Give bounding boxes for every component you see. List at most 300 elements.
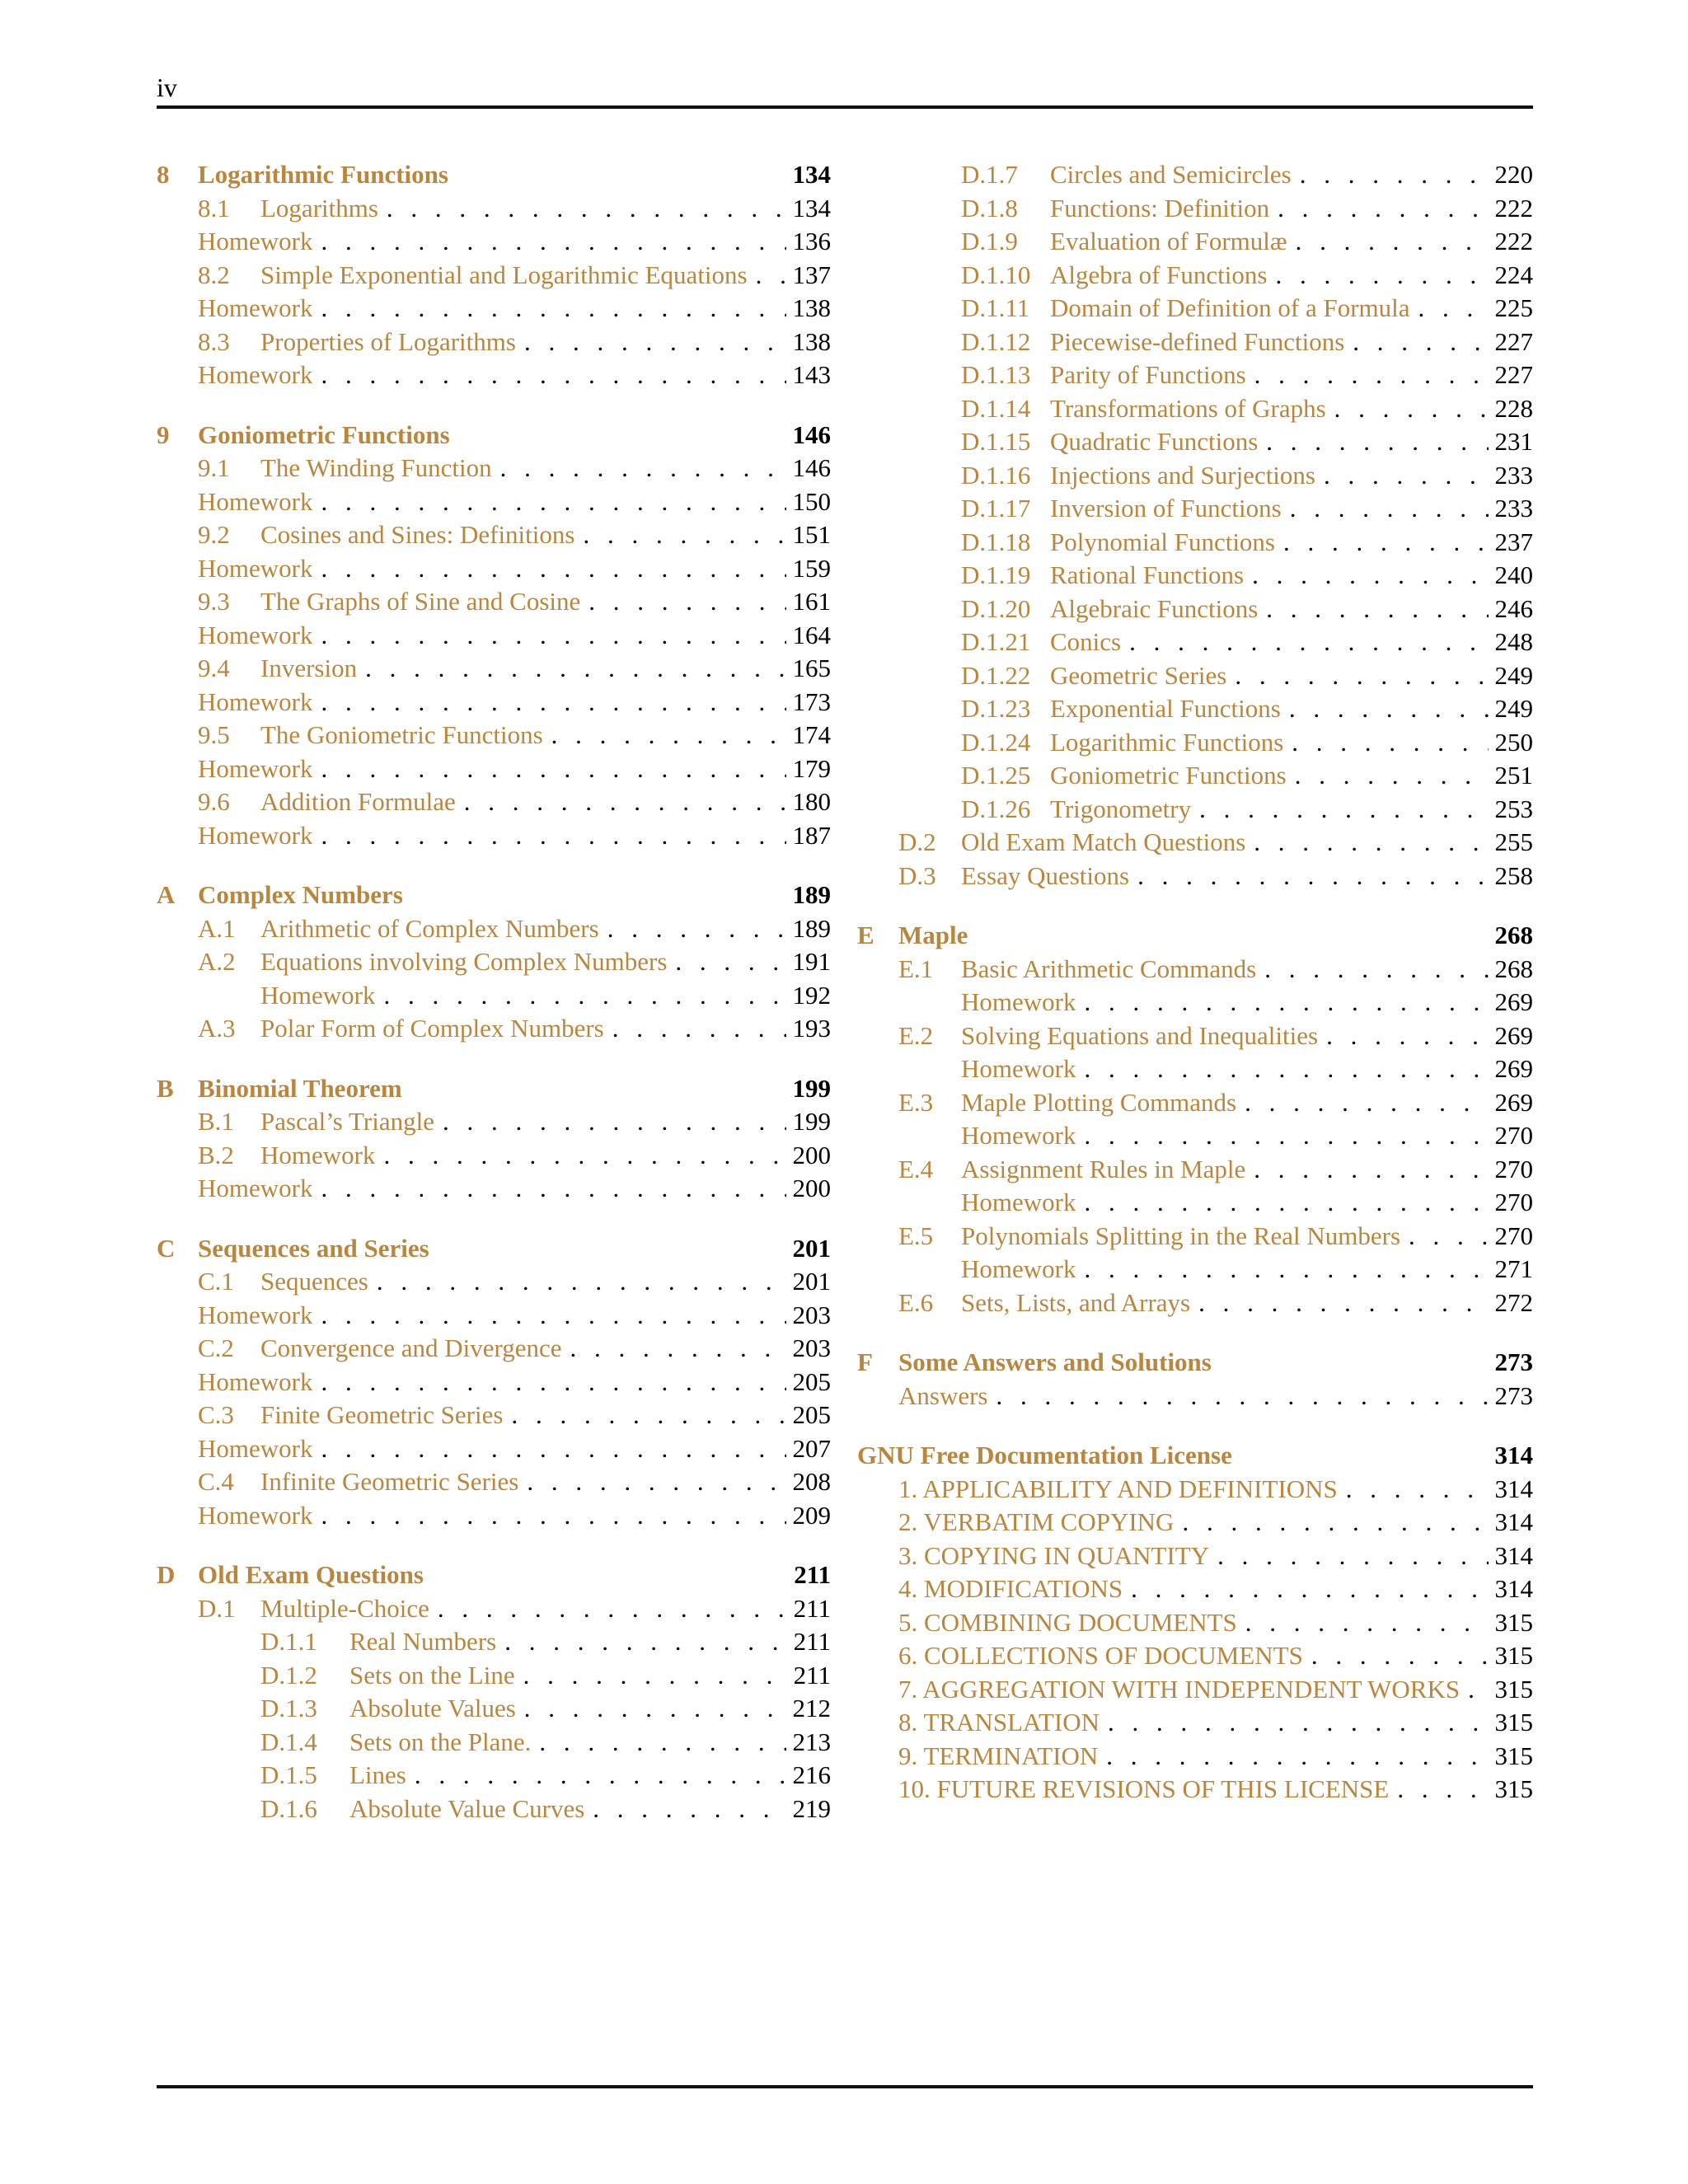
toc-entry-page: 192	[792, 980, 831, 1010]
toc-entry-number: E.5	[898, 1221, 934, 1250]
toc-entry-number: 9.1	[198, 453, 230, 482]
toc-entry-title: Infinite Geometric Series	[260, 1467, 519, 1496]
toc-entry-title: Inversion	[260, 654, 358, 682]
toc-chapter-entry[interactable]	[857, 919, 1533, 953]
toc-entry-page: 315	[1494, 1774, 1533, 1803]
toc-entry-number: D.1.21	[961, 627, 1031, 656]
toc-section-entry[interactable]	[157, 259, 831, 293]
toc-entry-page: 187	[792, 820, 831, 850]
toc-entry-number: D.1.24	[961, 727, 1031, 757]
toc-dot-leader	[1232, 1439, 1489, 1473]
toc-dot-leader	[312, 292, 786, 326]
toc-dot-leader	[429, 1592, 786, 1626]
toc-dot-leader	[562, 1332, 786, 1366]
toc-entry-number: D.1.14	[961, 393, 1031, 423]
toc-dot-leader	[531, 1726, 786, 1760]
toc-dot-leader	[1326, 392, 1489, 426]
toc-entry-title: Logarithmic Functions	[1050, 727, 1284, 757]
toc-dot-leader	[1190, 1286, 1489, 1320]
toc-entry-page: 161	[792, 587, 831, 616]
toc-entry-title: Polynomials Splitting in the Real Numbers	[961, 1221, 1401, 1250]
toc-entry-number: D.1.19	[961, 560, 1031, 589]
toc-dot-leader	[1226, 659, 1489, 693]
toc-dot-leader	[1287, 225, 1489, 259]
toc-entry-page: 173	[792, 687, 831, 716]
toc-entry-page: 227	[1494, 326, 1533, 356]
toc-dot-leader	[1303, 1639, 1489, 1673]
toc-entry-title: GNU Free Documentation License	[857, 1441, 1232, 1469]
toc-subsection-entry[interactable]	[157, 1793, 831, 1826]
toc-section-entry[interactable]	[857, 953, 1533, 987]
toc-entry-title: Piecewise-defined Functions	[1050, 326, 1345, 356]
toc-dot-leader	[1076, 1052, 1489, 1086]
toc-entry-number: 9.5	[198, 720, 230, 749]
toc-subsection-entry[interactable]	[857, 659, 1533, 693]
toc-entry-number: D.1.12	[961, 326, 1031, 356]
toc-entry-title: Properties of Logarithms	[260, 326, 516, 356]
toc-subsection-entry[interactable]	[857, 759, 1533, 793]
toc-entry-page: 134	[792, 160, 831, 189]
toc-section-entry[interactable]	[157, 945, 831, 979]
toc-entry-title: Algebra of Functions	[1050, 260, 1268, 289]
toc-entry-number: E.6	[898, 1287, 934, 1317]
toc-subsection-entry[interactable]	[157, 1692, 831, 1726]
toc-homework-entry[interactable]	[157, 686, 831, 719]
toc-entry-number: D.1.15	[961, 427, 1031, 456]
toc-entry-page: 222	[1494, 227, 1533, 255]
toc-dot-leader	[1275, 526, 1489, 560]
toc-entry-page: 143	[792, 360, 831, 389]
toc-entry-page: 201	[792, 1233, 831, 1263]
toc-entry-title: Lines	[349, 1760, 406, 1789]
toc-dot-leader	[1389, 1773, 1489, 1807]
toc-entry-title: Assignment Rules in Maple	[961, 1154, 1246, 1183]
toc-homework-entry[interactable]	[157, 619, 831, 653]
toc-subsection-entry[interactable]	[857, 559, 1533, 593]
toc-dot-leader	[1123, 1572, 1489, 1606]
toc-entry-page: 269	[1494, 987, 1533, 1016]
toc-homework-entry[interactable]	[857, 1572, 1533, 1606]
toc-entry-title: Sequences	[260, 1267, 368, 1296]
toc-dot-leader	[1121, 626, 1489, 659]
toc-entry-page: 314	[1494, 1574, 1533, 1603]
toc-section-entry[interactable]	[157, 326, 831, 359]
toc-entry-number: D.1.1	[260, 1627, 317, 1656]
toc-entry-number: B.1	[198, 1107, 234, 1136]
toc-dot-leader	[599, 912, 786, 946]
toc-entry-page: 270	[1494, 1154, 1533, 1183]
toc-section-entry[interactable]	[157, 1399, 831, 1432]
toc-dot-leader	[584, 1793, 786, 1826]
toc-entry-title: Logarithms	[260, 193, 378, 223]
toc-subsection-entry[interactable]	[857, 392, 1533, 426]
toc-entry-page: 225	[1494, 293, 1533, 322]
toc-entry-number: A.3	[198, 1014, 236, 1043]
toc-dot-leader	[403, 879, 786, 912]
toc-subsection-entry[interactable]	[857, 626, 1533, 659]
toc-entry-page: 250	[1494, 727, 1533, 757]
toc-section-entry[interactable]	[157, 1332, 831, 1366]
toc-subsection-entry[interactable]	[857, 326, 1533, 359]
toc-entry-title: Circles and Semicircles	[1050, 160, 1292, 189]
toc-entry-page: 228	[1494, 393, 1533, 423]
toc-entry-page: 240	[1494, 560, 1533, 589]
toc-dot-leader	[312, 225, 786, 259]
toc-section-entry[interactable]	[857, 1086, 1533, 1120]
toc-entry-page: 208	[792, 1467, 831, 1496]
toc-chapter-entry[interactable]	[857, 1346, 1533, 1380]
toc-entry-title: Homework	[198, 360, 313, 389]
toc-section-entry[interactable]	[157, 912, 831, 946]
toc-section-entry[interactable]	[857, 826, 1533, 860]
toc-section-entry[interactable]	[857, 860, 1533, 893]
toc-entry-page: 211	[793, 1660, 831, 1690]
toc-entry-title: 9. TERMINATION	[898, 1741, 1099, 1770]
toc-entry-page: 146	[792, 419, 831, 449]
toc-entry-number: D.1.13	[961, 360, 1031, 389]
toc-homework-entry[interactable]	[857, 1119, 1533, 1153]
toc-entry-title: Polynomial Functions	[1050, 527, 1275, 556]
toc-entry-title: Sets, Lists, and Arrays	[961, 1287, 1191, 1317]
toc-homework-entry[interactable]	[857, 1052, 1533, 1086]
toc-dot-leader	[375, 979, 786, 1013]
toc-entry-page: 205	[792, 1366, 831, 1396]
toc-chapter-entry[interactable]	[157, 1232, 831, 1266]
toc-section-entry[interactable]	[157, 1265, 831, 1299]
toc-entry-title: 3. COPYING IN QUANTITY	[898, 1540, 1210, 1570]
toc-entry-number: D.1.7	[961, 160, 1018, 189]
toc-chapter-entry[interactable]	[157, 879, 831, 912]
toc-entry-page: 211	[794, 1560, 831, 1589]
toc-entry-title: Homework	[198, 820, 313, 850]
toc-subsection-entry[interactable]	[857, 359, 1533, 392]
toc-entry-page: 138	[792, 293, 831, 322]
toc-entry-title: 1. APPLICABILITY AND DEFINITIONS	[898, 1474, 1338, 1503]
toc-dot-leader	[1244, 559, 1489, 593]
toc-section-entry[interactable]	[157, 719, 831, 752]
toc-subsection-entry[interactable]	[157, 1726, 831, 1760]
toc-entry-title: The Graphs of Sine and Cosine	[260, 587, 581, 616]
toc-entry-page: 165	[792, 654, 831, 682]
toc-section-entry[interactable]	[157, 192, 831, 226]
toc-subsection-entry[interactable]	[157, 1625, 831, 1659]
toc-entry-page: 269	[1494, 1020, 1533, 1050]
toc-dot-leader	[1315, 459, 1489, 493]
toc-chapter-entry[interactable]	[157, 1072, 831, 1106]
toc-entry-number: B	[157, 1073, 174, 1103]
toc-section-entry[interactable]	[857, 1019, 1533, 1053]
toc-dot-leader	[667, 945, 786, 979]
toc-entry-title: Logarithmic Functions	[198, 160, 448, 189]
toc-dot-leader	[312, 1366, 786, 1399]
toc-entry-page: 269	[1494, 1054, 1533, 1083]
toc-entry-title: Answers	[898, 1380, 988, 1410]
toc-homework-entry[interactable]	[857, 1740, 1533, 1774]
toc-dot-leader	[748, 259, 786, 293]
toc-section-entry[interactable]	[157, 1012, 831, 1046]
toc-entry-page: 251	[1494, 761, 1533, 790]
toc-entry-title: Real Numbers	[349, 1627, 497, 1656]
toc-entry-number: D.1.22	[961, 660, 1031, 690]
toc-entry-number: D.1.17	[961, 494, 1031, 523]
toc-subsection-entry[interactable]	[857, 259, 1533, 293]
toc-entry-page: 199	[792, 1073, 831, 1103]
toc-entry-number: 8	[157, 160, 170, 189]
toc-entry-page: 220	[1494, 160, 1533, 189]
toc-entry-page: 200	[792, 1174, 831, 1202]
toc-homework-entry[interactable]	[157, 359, 831, 392]
toc-dot-leader	[357, 652, 786, 686]
toc-entry-number: D.1.26	[961, 794, 1031, 823]
toc-section-entry[interactable]	[857, 1153, 1533, 1187]
toc-dot-leader	[312, 485, 786, 519]
toc-dot-leader	[1400, 1220, 1489, 1254]
toc-dot-leader	[1236, 1086, 1489, 1120]
toc-entry-page: 180	[792, 787, 831, 816]
toc-subsection-entry[interactable]	[857, 492, 1533, 526]
toc-dot-leader	[1076, 986, 1489, 1019]
toc-homework-entry[interactable]	[857, 1473, 1533, 1507]
toc-entry-title: 4. MODIFICATIONS	[898, 1574, 1123, 1603]
toc-dot-leader	[1191, 793, 1489, 827]
toc-entry-page: 270	[1494, 1121, 1533, 1150]
toc-homework-entry[interactable]	[157, 485, 831, 519]
toc-homework-entry[interactable]	[157, 979, 831, 1013]
toc-entry-title: Homework	[198, 486, 313, 516]
toc-entry-page: 134	[792, 193, 831, 223]
toc-entry-title: Absolute Value Curves	[349, 1793, 585, 1823]
toc-homework-entry[interactable]	[857, 1706, 1533, 1740]
toc-entry-page: 246	[1494, 593, 1533, 623]
toc-entry-title: Quadratic Functions	[1050, 427, 1259, 456]
toc-dot-leader	[402, 1072, 786, 1106]
toc-entry-page: 211	[793, 1593, 831, 1623]
toc-homework-entry[interactable]	[157, 1499, 831, 1533]
toc-dot-leader	[312, 359, 786, 392]
toc-subsection-entry[interactable]	[857, 726, 1533, 760]
toc-dot-leader	[1076, 1253, 1489, 1286]
toc-entry-number: 9.3	[198, 587, 230, 616]
toc-dot-leader	[1209, 1540, 1489, 1573]
toc-homework-entry[interactable]	[857, 1380, 1533, 1413]
toc-entry-number: E.4	[898, 1154, 934, 1183]
toc-entry-title: Homework	[198, 1300, 313, 1329]
toc-section-entry[interactable]	[157, 652, 831, 686]
toc-entry-title: Homework	[961, 1054, 1076, 1083]
toc-dot-leader	[450, 419, 786, 452]
toc-entry-page: 211	[793, 1627, 831, 1656]
toc-entry-title: Addition Formulae	[260, 787, 456, 816]
toc-subsection-entry[interactable]	[857, 425, 1533, 459]
toc-entry-page: 315	[1494, 1674, 1533, 1704]
toc-homework-entry[interactable]	[857, 986, 1533, 1019]
toc-entry-page: 315	[1494, 1741, 1533, 1770]
toc-entry-number: D.1.18	[961, 527, 1031, 556]
toc-homework-entry[interactable]	[857, 1606, 1533, 1640]
toc-chapter-entry[interactable]	[157, 1558, 831, 1592]
toc-entry-title: 2. VERBATIM COPYING	[898, 1507, 1175, 1536]
toc-chapter-entry[interactable]	[857, 1439, 1533, 1473]
toc-entry-page: 146	[792, 453, 831, 482]
toc-dot-leader	[1245, 1153, 1489, 1187]
toc-entry-number: D.1.3	[260, 1694, 317, 1722]
toc-entry-page: 174	[792, 720, 831, 749]
toc-dot-leader	[574, 518, 786, 552]
toc-homework-entry[interactable]	[157, 1299, 831, 1333]
toc-entry-page: 209	[792, 1500, 831, 1530]
toc-entry-number: A	[157, 880, 176, 909]
toc-entry-page: 212	[792, 1694, 831, 1722]
toc-section-entry[interactable]	[857, 1220, 1533, 1254]
footer-rule	[157, 2085, 1533, 2088]
toc-dot-leader	[1212, 1346, 1489, 1380]
toc-entry-page: 269	[1494, 1087, 1533, 1117]
toc-subsection-entry[interactable]	[857, 526, 1533, 560]
toc-dot-leader	[1292, 158, 1489, 192]
toc-dot-leader	[448, 158, 786, 192]
toc-entry-title: Trigonometry	[1050, 794, 1192, 823]
toc-section-entry[interactable]	[157, 1105, 831, 1139]
toc-dot-leader	[1258, 593, 1489, 626]
toc-entry-number: A.1	[198, 913, 236, 943]
toc-dot-leader	[312, 1299, 786, 1333]
toc-dot-leader	[1174, 1506, 1489, 1540]
toc-homework-entry[interactable]	[157, 1172, 831, 1206]
toc-entry-page: 314	[1494, 1474, 1533, 1503]
toc-chapter-entry[interactable]	[157, 158, 831, 192]
toc-entry-title: Conics	[1050, 627, 1122, 656]
toc-section-entry[interactable]	[157, 1139, 831, 1173]
toc-dot-leader	[543, 719, 786, 752]
toc-entry-page: 136	[792, 227, 831, 255]
toc-subsection-entry[interactable]	[857, 692, 1533, 726]
toc-entry-number: E.1	[898, 954, 934, 983]
toc-homework-entry[interactable]	[857, 1186, 1533, 1220]
toc-entry-title: Goniometric Functions	[198, 419, 450, 449]
toc-section-entry[interactable]	[157, 1592, 831, 1626]
toc-dot-leader	[1281, 692, 1489, 726]
toc-dot-leader	[968, 919, 1489, 953]
toc-dot-leader	[1410, 292, 1489, 326]
toc-entry-number: C.2	[198, 1333, 234, 1362]
toc-entry-page: 271	[1494, 1254, 1533, 1283]
toc-subsection-entry[interactable]	[857, 459, 1533, 493]
toc-entry-page: 189	[792, 913, 831, 943]
toc-section-entry[interactable]	[157, 585, 831, 619]
toc-entry-title: Homework	[961, 987, 1076, 1016]
toc-entry-number: 8.2	[198, 260, 230, 289]
toc-section-entry[interactable]	[157, 1465, 831, 1499]
toc-homework-entry[interactable]	[157, 552, 831, 586]
toc-dot-leader	[378, 192, 786, 226]
toc-homework-entry[interactable]	[157, 752, 831, 786]
toc-dot-leader	[1338, 1473, 1489, 1507]
toc-entry-title: Complex Numbers	[198, 880, 403, 909]
toc-entry-number: D	[157, 1560, 176, 1589]
toc-entry-page: 222	[1494, 193, 1533, 223]
toc-entry-page: 164	[792, 620, 831, 649]
toc-entry-page: 273	[1494, 1380, 1533, 1410]
toc-entry-title: Basic Arithmetic Commands	[961, 954, 1257, 983]
toc-subsection-entry[interactable]	[857, 158, 1533, 192]
toc-entry-number: E	[857, 921, 874, 949]
toc-dot-leader	[1283, 726, 1489, 760]
toc-entry-title: Cosines and Sines: Definitions	[260, 520, 575, 549]
toc-entry-number: C.4	[198, 1467, 234, 1496]
toc-dot-leader	[1269, 192, 1489, 226]
toc-entry-title: Homework	[198, 1366, 313, 1396]
toc-subsection-entry[interactable]	[857, 225, 1533, 259]
toc-section-entry[interactable]	[157, 785, 831, 819]
toc-homework-entry[interactable]	[857, 1773, 1533, 1807]
toc-subsection-entry[interactable]	[157, 1659, 831, 1693]
toc-section-entry[interactable]	[857, 1286, 1533, 1320]
toc-entry-number: 9.4	[198, 654, 230, 682]
toc-dot-leader	[1287, 759, 1489, 793]
toc-entry-page: 270	[1494, 1188, 1533, 1216]
toc-section-entry[interactable]	[157, 452, 831, 485]
toc-homework-entry[interactable]	[857, 1253, 1533, 1286]
toc-homework-entry[interactable]	[157, 819, 831, 853]
toc-entry-number: C.3	[198, 1400, 234, 1429]
toc-entry-number: 9.6	[198, 787, 230, 816]
toc-entry-title: The Goniometric Functions	[260, 720, 543, 749]
toc-chapter-entry[interactable]	[157, 419, 831, 452]
toc-entry-title: Exponential Functions	[1050, 694, 1281, 723]
toc-entry-title: Homework	[260, 1140, 376, 1169]
toc-entry-title: Multiple-Choice	[260, 1593, 429, 1623]
toc-subsection-entry[interactable]	[857, 793, 1533, 827]
toc-homework-entry[interactable]	[857, 1673, 1533, 1707]
toc-dot-leader	[1245, 826, 1489, 860]
toc-subsection-entry[interactable]	[157, 1759, 831, 1793]
toc-entry-page: 273	[1494, 1347, 1533, 1376]
toc-homework-entry[interactable]	[857, 1540, 1533, 1573]
toc-subsection-entry[interactable]	[857, 593, 1533, 626]
toc-entry-page: 137	[792, 260, 831, 289]
toc-entry-title: Homework	[198, 293, 313, 322]
toc-homework-entry[interactable]	[857, 1506, 1533, 1540]
toc-entry-number: 8.3	[198, 326, 230, 356]
toc-dot-leader	[518, 1465, 786, 1499]
toc-dot-leader	[496, 1625, 786, 1659]
toc-entry-number: E.3	[898, 1087, 934, 1117]
toc-entry-number: D.1.9	[961, 227, 1018, 255]
toc-entry-number: 9	[157, 419, 170, 449]
toc-entry-number: A.2	[198, 947, 236, 976]
toc-subsection-entry[interactable]	[857, 192, 1533, 226]
toc-dot-leader	[368, 1265, 786, 1299]
toc-section-entry[interactable]	[157, 518, 831, 552]
toc-homework-entry[interactable]	[157, 225, 831, 259]
toc-dot-leader	[424, 1558, 786, 1592]
toc-entry-title: Evaluation of Formulæ	[1050, 227, 1287, 255]
toc-homework-entry[interactable]	[157, 292, 831, 326]
toc-entry-title: Convergence and Divergence	[260, 1333, 562, 1362]
toc-homework-entry[interactable]	[857, 1639, 1533, 1673]
toc-dot-leader	[312, 752, 786, 786]
toc-entry-page: 237	[1494, 527, 1533, 556]
toc-right-column	[857, 158, 1533, 1807]
toc-dot-leader	[312, 1432, 786, 1466]
toc-homework-entry[interactable]	[157, 1432, 831, 1466]
toc-dot-leader	[1256, 953, 1489, 987]
toc-dot-leader	[580, 585, 786, 619]
toc-subsection-entry[interactable]	[857, 292, 1533, 326]
toc-homework-entry[interactable]	[157, 1366, 831, 1399]
toc-entry-page: 203	[792, 1300, 831, 1329]
toc-entry-number: C	[157, 1233, 176, 1263]
